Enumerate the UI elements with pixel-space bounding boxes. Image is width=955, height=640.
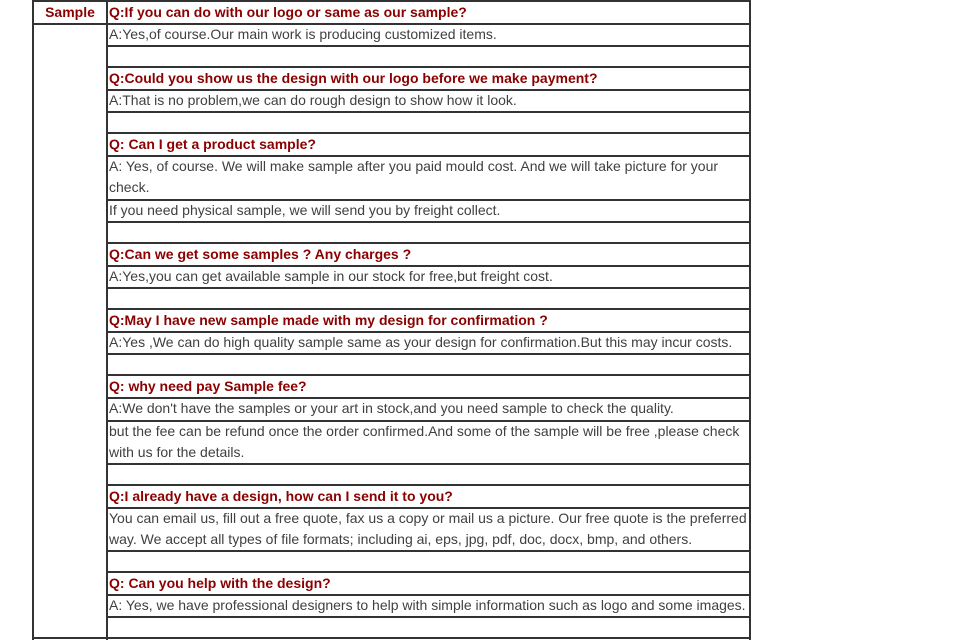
faq-answer: A: Yes, of course. We will make sample after you paid mould cost. And we will take picture for your check. — [109, 158, 719, 195]
faq-question: Q:May I have new sample made with my design for confirmation ? — [109, 312, 548, 328]
row-divider — [107, 66, 750, 68]
row-divider — [107, 132, 750, 134]
row-divider — [107, 571, 750, 573]
row-divider — [107, 308, 750, 310]
faq-answer: You can email us, fill out a free quote, fax us a copy or mail us a picture. Our free quote is the preferred way. We accept all types of file formats; including ai, eps, jpg, pdf, doc, docx, bmp, and others. — [109, 510, 747, 547]
row-divider — [107, 45, 750, 47]
table-bottom-border — [32, 637, 751, 639]
table-right-border — [749, 0, 751, 640]
faq-answer: A: Yes, we have professional designers to help with simple information such as logo and some images. — [109, 597, 746, 613]
table-left-border — [32, 0, 34, 640]
faq-question: Q:Could you show us the design with our logo before we make payment? — [109, 70, 598, 86]
category-label: Sample — [45, 4, 95, 20]
faq-question: Q: Can you help with the design? — [109, 575, 331, 591]
row-divider — [107, 616, 750, 618]
faq-question: Q:Can we get some samples ? Any charges ? — [109, 246, 412, 262]
row-divider — [107, 374, 750, 376]
faq-question: Q: Can I get a product sample? — [109, 136, 316, 152]
faq-answer: A:Yes ,We can do high quality sample same as your design for confirmation.But this may incur costs. — [109, 334, 733, 350]
faq-answer: A:Yes,you can get available sample in our stock for free,but freight cost. — [109, 268, 553, 284]
column-divider — [106, 0, 108, 640]
faq-question: Q:I already have a design, how can I send it to you? — [109, 488, 453, 504]
category-divider — [32, 23, 107, 25]
faq-question: Q:If you can do with our logo or same as our sample? — [109, 4, 467, 20]
row-divider — [107, 463, 750, 465]
faq-answer: A:That is no problem,we can do rough design to show how it look. — [109, 92, 517, 108]
row-divider — [107, 242, 750, 244]
table-top-border — [32, 0, 751, 2]
row-divider — [107, 550, 750, 552]
row-divider — [107, 353, 750, 355]
row-divider — [107, 287, 750, 289]
faq-answer: A:Yes,of course.Our main work is producing customized items. — [109, 26, 497, 42]
faq-answer: A:We don't have the samples or your art in stock,and you need sample to check the quality. — [109, 400, 674, 416]
faq-answer: but the fee can be refund once the order confirmed.And some of the sample will be free ,please check with us for the details. — [109, 423, 740, 460]
faq-question: Q: why need pay Sample fee? — [109, 378, 307, 394]
row-divider — [107, 484, 750, 486]
row-divider — [107, 111, 750, 113]
faq-answer: If you need physical sample, we will send you by freight collect. — [109, 202, 501, 218]
row-divider — [107, 221, 750, 223]
